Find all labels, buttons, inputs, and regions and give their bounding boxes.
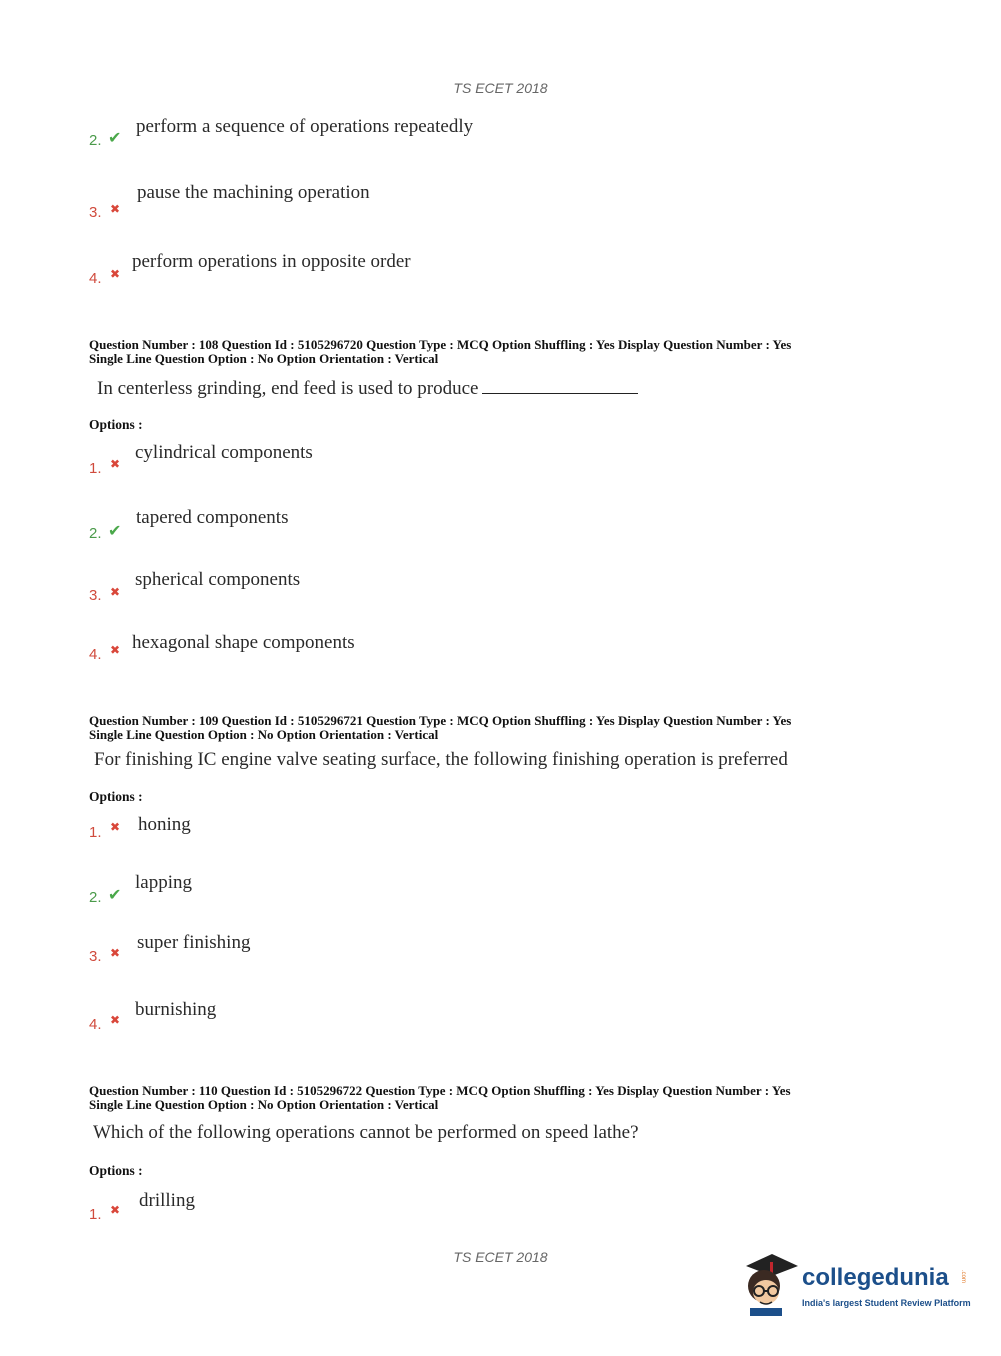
options-label: Options : xyxy=(89,789,143,804)
question-meta-line: Question Number : 108 Question Id : 5105296720 Question Type : MCQ Option Shuffling : Yes Display Question Number : Yes xyxy=(89,337,792,352)
option-number: 3. xyxy=(89,204,102,221)
option-text: cylindrical components xyxy=(135,442,313,463)
option-text: pause the machining operation xyxy=(137,182,370,203)
option-text: spherical components xyxy=(135,569,301,590)
option-number: 4. xyxy=(89,646,102,663)
check-icon: ✔ xyxy=(108,128,122,147)
question-meta-line: Question Number : 109 Question Id : 5105296721 Question Type : MCQ Option Shuffling : Yes Display Question Number : Yes xyxy=(89,713,792,728)
cross-icon: ✖ xyxy=(110,585,121,599)
logo-tagline: India's largest Student Review Platform xyxy=(802,1298,971,1308)
cross-icon: ✖ xyxy=(110,267,121,281)
option-text: perform operations in opposite order xyxy=(132,251,411,272)
option-number: 1. xyxy=(89,824,102,841)
cross-icon: ✖ xyxy=(110,1013,121,1027)
option-text: tapered components xyxy=(136,507,289,528)
cross-icon: ✖ xyxy=(110,820,121,834)
option-text: burnishing xyxy=(135,999,217,1020)
question-meta-line: Single Line Question Option : No Option Orientation : Vertical xyxy=(89,727,439,742)
option-number: 2. xyxy=(89,132,102,149)
cross-icon: ✖ xyxy=(110,946,121,960)
answer-blank xyxy=(482,379,638,394)
mascot-icon xyxy=(742,1250,800,1316)
page-footer: TS ECET 2018 xyxy=(453,1249,548,1265)
logo-suffix: .com xyxy=(960,1270,966,1284)
option-number: 4. xyxy=(89,1016,102,1033)
question-meta-line: Single Line Question Option : No Option Orientation : Vertical xyxy=(89,1097,439,1112)
option-number: 3. xyxy=(89,948,102,965)
option-text: perform a sequence of operations repeatedly xyxy=(136,116,474,137)
options-label: Options : xyxy=(89,1163,143,1178)
collegedunia-logo xyxy=(742,1250,972,1320)
option-text: honing xyxy=(138,814,191,835)
question-meta-line: Question Number : 110 Question Id : 5105296722 Question Type : MCQ Option Shuffling : Yes Display Question Number : Yes xyxy=(89,1083,791,1098)
check-icon: ✔ xyxy=(108,885,122,904)
question-meta-line: Single Line Question Option : No Option Orientation : Vertical xyxy=(89,351,439,366)
option-text: super finishing xyxy=(137,932,251,953)
option-text: drilling xyxy=(139,1190,195,1211)
cross-icon: ✖ xyxy=(110,643,121,657)
option-number: 4. xyxy=(89,270,102,287)
option-text: hexagonal shape components xyxy=(132,632,355,653)
options-label: Options : xyxy=(89,417,143,432)
page-header: TS ECET 2018 xyxy=(453,80,548,96)
question-text: Which of the following operations cannot be performed on speed lathe? xyxy=(93,1122,639,1143)
logo-wordmark: collegedunia xyxy=(802,1264,949,1291)
question-text: For finishing IC engine valve seating surface, the following finishing operation is preferred xyxy=(94,749,788,770)
option-number: 3. xyxy=(89,587,102,604)
question-text: In centerless grinding, end feed is used to produce xyxy=(97,378,479,399)
option-text: lapping xyxy=(135,872,192,893)
cross-icon: ✖ xyxy=(110,202,121,216)
option-number: 1. xyxy=(89,1206,102,1223)
cross-icon: ✖ xyxy=(110,457,121,471)
question-text-wrap xyxy=(97,378,638,400)
option-number: 2. xyxy=(89,525,102,542)
check-icon: ✔ xyxy=(108,521,122,540)
option-number: 2. xyxy=(89,889,102,906)
option-number: 1. xyxy=(89,460,102,477)
cross-icon: ✖ xyxy=(110,1203,121,1217)
